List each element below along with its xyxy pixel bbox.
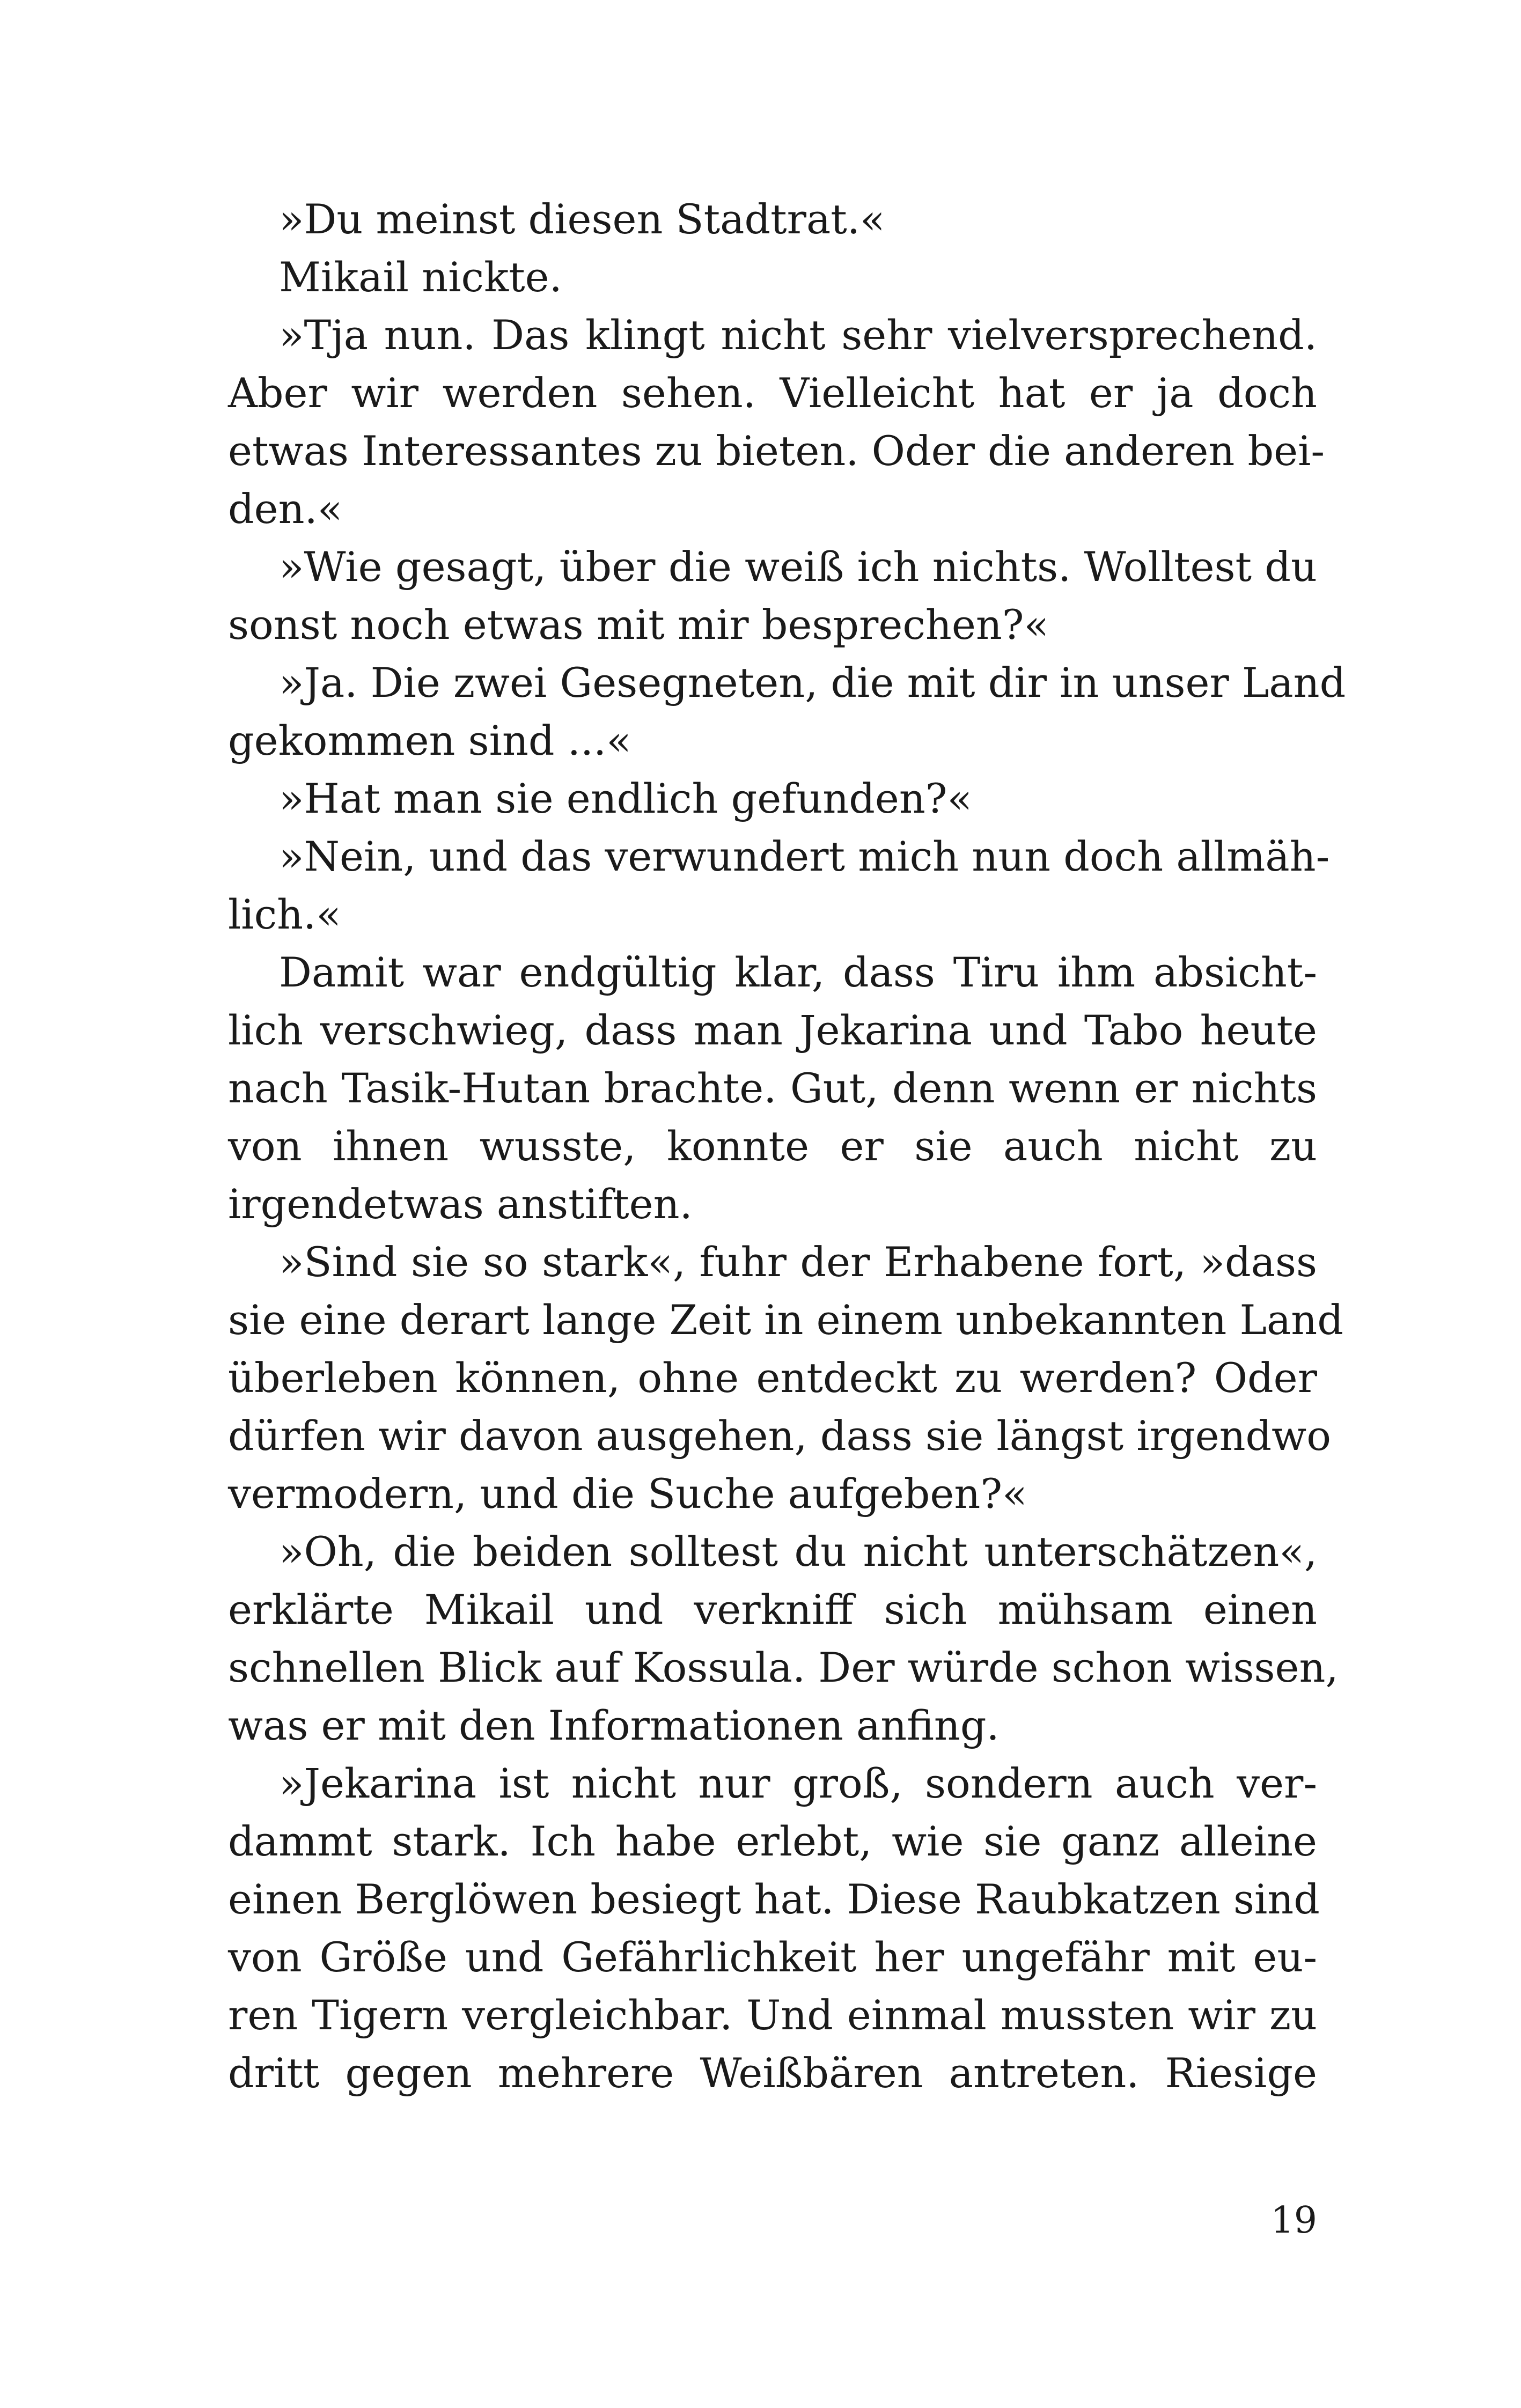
text-line: gekommen sind ...« [228,717,631,764]
text-line: irgendetwas anstiften. [228,1180,693,1228]
text-line: ren Tigern vergleichbar. Und einmal mussten wir zu [228,1991,1317,2039]
body-text [228,190,1346,2102]
text-line: lich.« [228,890,341,938]
text-line: was er mit den Informationen anfing. [228,1702,1000,1749]
text-line: dammt stark. Ich habe erlebt, wie sie ganz alleine [228,1817,1317,1865]
text-line: sie eine derart lange Zeit in einem unbekannten Land [228,1296,1343,1344]
text-line: einen Berglöwen besiegt hat. Diese Raubkatzen sind [228,1875,1320,1923]
text-line: sonst noch etwas mit mir besprechen?« [228,601,1049,649]
text-line: Aber wir werden sehen. Vielleicht hat er ja doch [228,369,1317,417]
text-line: vermodern, und die Suche aufgeben?« [228,1470,1027,1518]
text-line: schnellen Blick auf Kossula. Der würde schon wissen, [228,1644,1339,1691]
page-number: 19 [1270,2199,1317,2242]
text-line: »Jekarina ist nicht nur groß, sondern auch ver- [279,1759,1317,1807]
text-line: von ihnen wusste, konnte er sie auch nicht zu [228,1122,1317,1170]
text-line: »Tja nun. Das klingt nicht sehr vielversprechend. [279,311,1317,359]
text-line: erklärte Mikail und verkniff sich mühsam einen [228,1586,1317,1633]
text-line: Mikail nickte. [279,253,562,301]
text-line: etwas Interessantes zu bieten. Oder die anderen bei- [228,427,1325,475]
text-line: überleben können, ohne entdeckt zu werden? Oder [228,1354,1317,1402]
text-line: »Ja. Die zwei Gesegneten, die mit dir in unser Land [279,659,1346,706]
text-line: »Sind sie so stark«, fuhr der Erhabene fort, »dass [279,1238,1317,1286]
text-line: »Oh, die beiden solltest du nicht unterschätzen«, [279,1528,1317,1575]
text-line: »Du meinst diesen Stadtrat.« [279,195,885,243]
text-line: »Nein, und das verwundert mich nun doch allmäh- [279,833,1330,880]
text-line: »Hat man sie endlich gefunden?« [279,775,973,822]
text-line: den.« [228,485,343,533]
text-line: dürfen wir davon ausgehen, dass sie längst irgendwo [228,1412,1331,1460]
text-line: von Größe und Gefährlichkeit her ungefähr mit eu- [228,1933,1317,1981]
text-line: lich verschwieg, dass man Jekarina und Tabo heute [228,1006,1317,1054]
text-line: »Wie gesagt, über die weiß ich nichts. Wolltest du [279,543,1317,591]
text-line: nach Tasik-Hutan brachte. Gut, denn wenn er nichts [228,1064,1317,1112]
text-line: dritt gegen mehrere Weißbären antreten. Riesige [228,2049,1317,2097]
text-line: Damit war endgültig klar, dass Tiru ihm absicht- [279,948,1317,996]
